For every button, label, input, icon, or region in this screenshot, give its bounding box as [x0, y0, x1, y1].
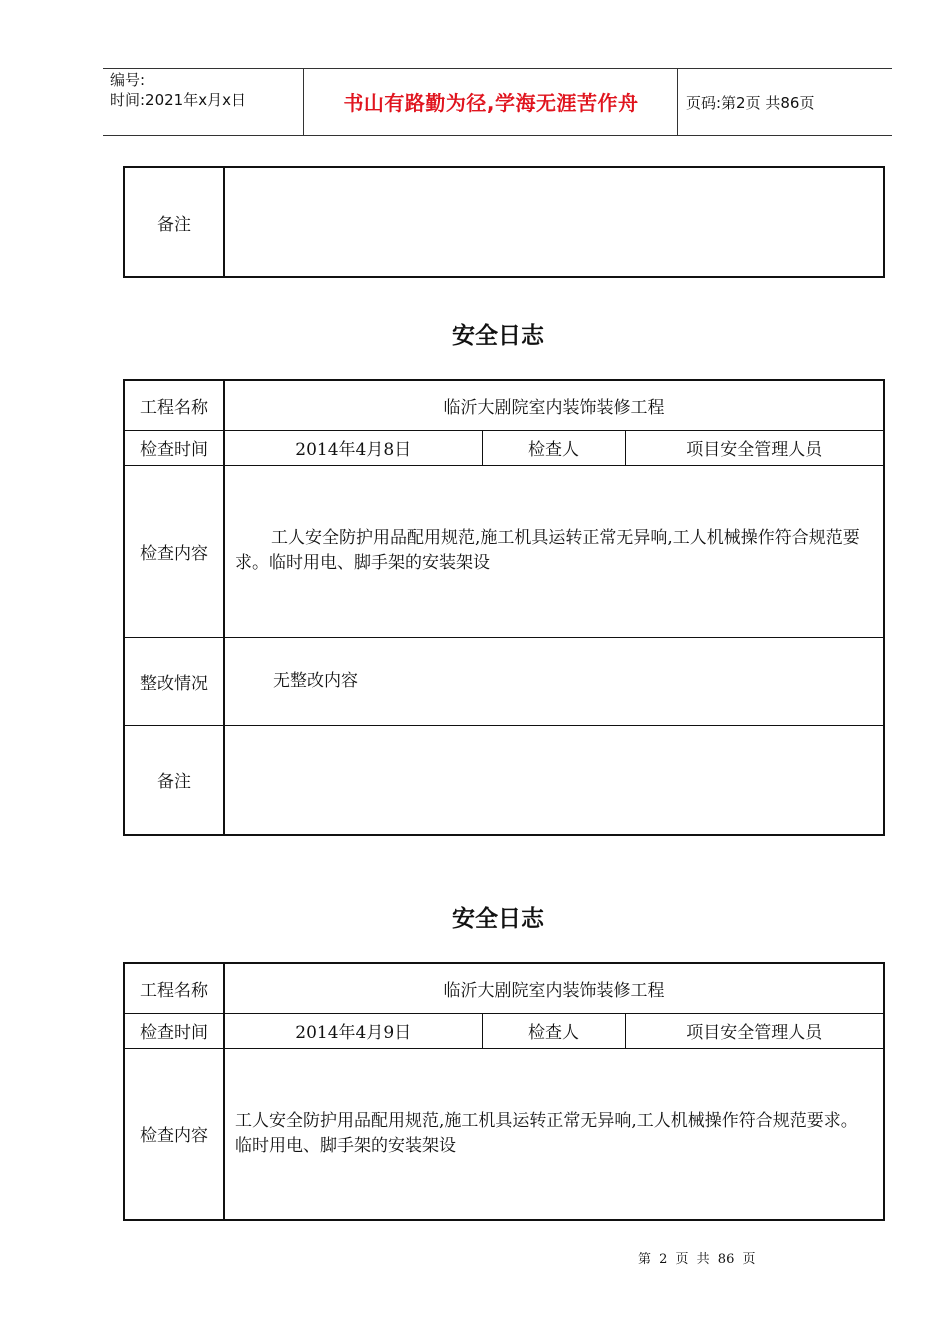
rectify-value: 无整改内容: [224, 637, 884, 725]
project-label: 工程名称: [124, 380, 224, 430]
remarks-label: 备注: [124, 167, 224, 277]
project-name: 临沂大剧院室内装饰装修工程: [224, 380, 884, 430]
header-motto: 书山有路勤为径,学海无涯苦作舟: [343, 91, 639, 115]
project-label: 工程名称: [124, 963, 224, 1013]
inspector-label: 检查人: [482, 430, 625, 465]
remarks-label: 备注: [124, 725, 224, 835]
content-value: 工人安全防护用品配用规范,施工机具运转正常无异响,工人机械操作符合规范要求。临时用电、脚手架的安装架设: [224, 465, 884, 637]
inspector-label: 检查人: [482, 1013, 625, 1048]
inspector-value: 项目安全管理人员: [625, 430, 884, 465]
content-label: 检查内容: [124, 465, 224, 637]
safety-log-table: [123, 379, 885, 836]
serial-label: 编号:: [110, 71, 146, 89]
header-bottom-rule: [103, 135, 892, 136]
remarks-fragment-table: [123, 166, 885, 278]
inspector-value: 项目安全管理人员: [625, 1013, 884, 1048]
inspection-date: 2014年4月8日: [224, 430, 482, 465]
footer-page-number: 第 2 页 共 86 页: [638, 1252, 756, 1267]
header-info: [110, 70, 246, 110]
rectify-label: 整改情况: [124, 637, 224, 725]
time-label: 时间:2021年x月x日: [110, 91, 246, 109]
remarks-value: [224, 167, 884, 277]
header-page-code: 页码:第2页 共86页: [686, 94, 815, 112]
header-top-rule: [103, 68, 892, 69]
content-value: 工人安全防护用品配用规范,施工机具运转正常无异响,工人机械操作符合规范要求。临时用电、脚手架的安装架设: [224, 1048, 884, 1220]
log-title: 安全日志: [452, 906, 544, 932]
inspection-time-label: 检查时间: [124, 1013, 224, 1048]
log-title: 安全日志: [452, 323, 544, 349]
remarks-value: [224, 725, 884, 835]
project-name: 临沂大剧院室内装饰装修工程: [224, 963, 884, 1013]
safety-log-table: [123, 962, 885, 1221]
inspection-time-label: 检查时间: [124, 430, 224, 465]
content-label: 检查内容: [124, 1048, 224, 1220]
inspection-date: 2014年4月9日: [224, 1013, 482, 1048]
